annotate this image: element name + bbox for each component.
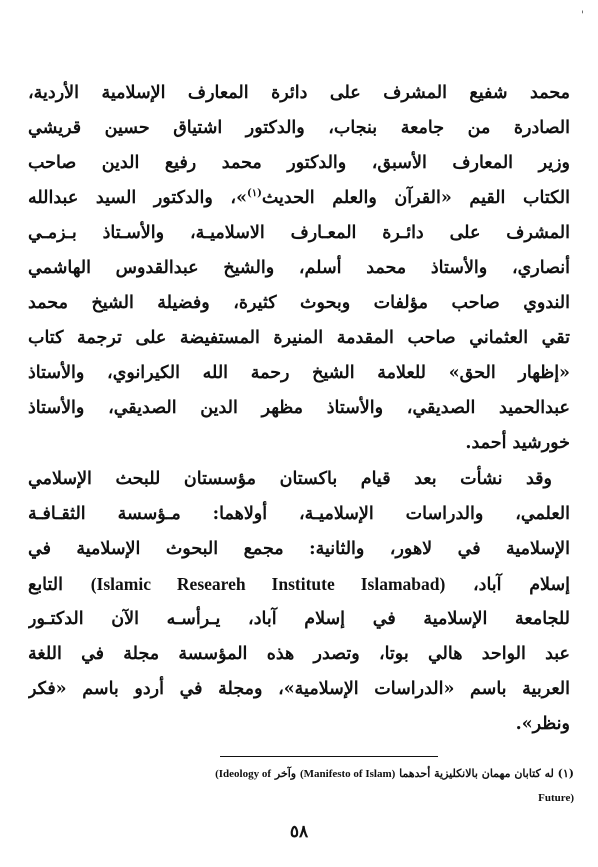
text-line: أنصاري، والأستاذ محمد أسلم، والشيخ عبدالقدوس الهاشمي [28,258,570,278]
text-line: وقد نشأت بعد قيام باكستان مؤسستان للبحث الإسلامي [28,469,552,489]
text-line: محمد شفيع المشرف على دائرة المعارف الإسلامية الأردية، [28,83,570,103]
text-line: تقي العثماني صاحب المقدمة المنيرة المستفيضة على ترجمة كتاب [28,328,570,348]
text-line: العربية باسم «الدراسات الإسلامية»، ومجلة في أردو باسم «فكر [28,679,570,699]
text-line-with-english [28,567,570,602]
footnote-line-1 [22,762,574,786]
institute-english-name: (Islamic Researeh Institute Islamabad) [90,574,446,594]
corner-mark: ' [581,10,584,21]
footnote-ref: (١) [247,188,262,200]
text-line: خورشيد أحمد. [465,433,570,453]
paragraph-2 [28,462,570,742]
text-line: الندوي صاحب مؤلفات وبحوث كثيرة، وفضيلة الشيخ محمد [28,293,570,313]
text-line: عبدالحميد الصديقي، والأستاذ مظهر الدين الصديقي، والأستاذ [28,398,570,418]
footnote [22,762,574,810]
text-segment: »، والدكتور السيد عبدالله [28,188,248,208]
paragraph-1 [28,76,570,461]
text-segment: التابع [28,575,63,595]
text-line: عبد الواحد هالي بوتا، وتصدر هذه المؤسسة مجلة في اللغة [28,644,570,664]
text-line-with-footnote [28,181,570,216]
text-line: العلمي، والدراسات الإسلاميـة، أولاهما: مـؤسسة الثقـافـة [28,504,570,524]
footnote-book-2-start: (Ideology of [215,768,272,780]
text-line: وزير المعارف الأسبق، والدكتور محمد رفيع الدين صاحب [28,153,570,173]
footnote-divider [220,756,438,757]
footnote-book-1: (Manifesto of Islam) [299,768,396,780]
footnote-book-2-end: Future) [538,792,574,804]
text-line: ونظر». [515,714,570,734]
text-segment: إسلام آباد، [473,575,570,595]
page-number: ٥٨ [289,822,309,842]
text-line: الإسلامية في لاهور، والثانية: مجمع البحوث الإسلامية في [28,539,570,559]
footnote-text: وآخر [274,767,297,780]
text-line: الصادرة من جامعة بنجاب، والدكتور اشتياق حسين قريشي [28,118,570,138]
footnote-text: (١) له كتابان مهمان بالانكليزية أحدهما [399,767,574,780]
text-line: «إظهار الحق» للعلامة الشيخ رحمة الله الكيرانوي، والأستاذ [28,363,570,383]
text-line: للجامعة الإسلامية في إسلام آباد، يـرأسـه الآن الدكتـور [28,609,570,629]
text-line: المشرف على دائـرة المعـارف الاسلاميـة، والأسـتاذ بـزمـي [28,223,570,243]
text-segment: الكتاب القيم «القرآن والعلم الحديث [261,188,570,208]
footnote-line-2 [22,786,574,810]
